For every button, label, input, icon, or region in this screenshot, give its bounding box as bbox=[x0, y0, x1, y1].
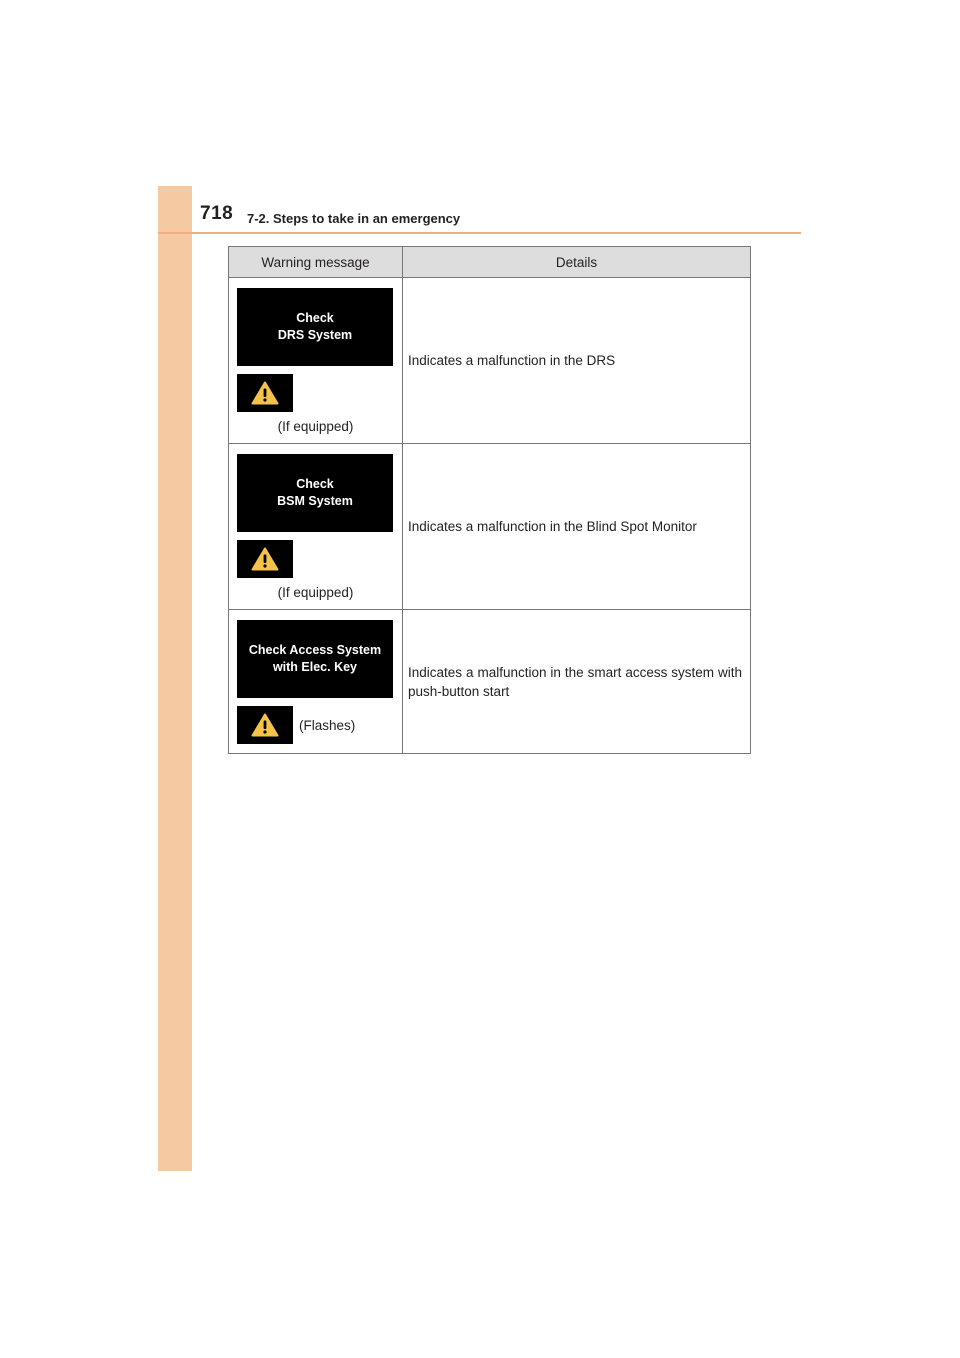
table-row bbox=[229, 278, 751, 444]
flashes-note: (Flashes) bbox=[299, 717, 356, 733]
display-screen bbox=[237, 454, 393, 532]
warning-message-cell bbox=[229, 444, 403, 610]
table-row bbox=[229, 610, 751, 754]
display-text: Check Access System with Elec. Key bbox=[248, 643, 382, 674]
warning-triangle-icon bbox=[251, 713, 279, 737]
warning-triangle-icon bbox=[251, 547, 279, 571]
page-number: 718 bbox=[200, 203, 234, 224]
details-cell: Indicates a malfunction in the smart access system with push-button start bbox=[403, 610, 751, 754]
side-tab-band bbox=[158, 186, 192, 1171]
warning-indicator bbox=[237, 706, 293, 744]
display-text: Check BSM System bbox=[277, 477, 353, 508]
warning-message-cell bbox=[229, 278, 403, 444]
warning-message-cell bbox=[229, 610, 403, 754]
header-rule bbox=[158, 232, 801, 234]
table-header-row bbox=[229, 247, 751, 278]
equipment-note: (If equipped) bbox=[277, 585, 354, 600]
warning-triangle-icon bbox=[251, 381, 279, 405]
icon-row bbox=[237, 540, 402, 578]
details-cell: Indicates a malfunction in the Blind Spot Monitor bbox=[403, 444, 751, 610]
warning-message-table bbox=[228, 246, 751, 754]
icon-row bbox=[237, 374, 402, 412]
icon-row bbox=[237, 706, 402, 744]
column-header-details: Details bbox=[403, 247, 751, 278]
column-header-warning-message: Warning message bbox=[229, 247, 403, 278]
display-text: Check DRS System bbox=[277, 311, 353, 342]
warning-indicator bbox=[237, 374, 293, 412]
display-screen bbox=[237, 288, 393, 366]
warning-indicator bbox=[237, 540, 293, 578]
display-screen bbox=[237, 620, 393, 698]
section-title: 7-2. Steps to take in an emergency bbox=[247, 211, 461, 226]
table-row bbox=[229, 444, 751, 610]
details-cell: Indicates a malfunction in the DRS bbox=[403, 278, 751, 444]
equipment-note: (If equipped) bbox=[277, 419, 354, 434]
